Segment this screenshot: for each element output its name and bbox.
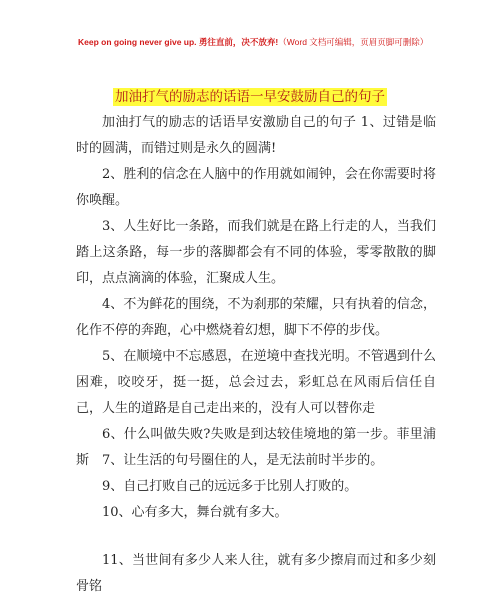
paragraph-10: 10、心有多大，舞台就有多大。 <box>102 505 288 520</box>
paragraph-3: 3、人生好比一条路，而我们就是在路上行走的人，当我们踏上这条路，每一步的落脚都会有不同的体验，零零散散的脚印，点点滴滴的体验，汇聚成人生。 <box>76 219 436 286</box>
paragraph-2: 2、胜利的信念在人脑中的作用就如闹钟，会在你需要时将你唤醒。 <box>76 167 436 208</box>
header-english-motto: Keep on going never give up. <box>78 37 197 47</box>
document-header <box>78 36 498 48</box>
paragraph-11: 11、当世间有多少人来人往，就有多少擦肩而过和多少刻骨铭 <box>76 553 436 594</box>
paragraph-9: 9、自己打败自己的远远多于比别人打败的。 <box>102 479 358 494</box>
paragraph-5: 5、在顺境中不忘感恩，在逆境中查找光明。不管遇到什么困难，咬咬牙，挺一挺，总会过去，彩虹总在风雨后信任自己，人生的道路是自己走出来的，没有人可以替你走 <box>76 349 436 416</box>
document-title: 加油打气的励志的话语一早安鼓励自己的句子 <box>115 89 385 105</box>
paragraph-7: 7、让生活的句号圈住的人，是无法前时半步的。 <box>102 453 384 468</box>
paragraph-intro: 加油打气的励志的话语早安激励自己的句子 1、过错是临时的圆满，而错过则是永久的圆满! <box>76 115 436 156</box>
paragraph-4: 4、不为鲜花的围绕，不为刹那的荣耀，只有执着的信念，化作不停的奔跑，心中燃烧着幻想，脚下不停的步伐。 <box>76 297 436 338</box>
header-edit-note: （Word 文档可编辑，页眉页脚可删除） <box>278 37 429 47</box>
header-chinese-motto: 勇往直前，决不放弃! <box>198 37 279 47</box>
paragraph-6: 6、什么叫做失败?失败是到达较佳境地的第一步。菲里浦斯 <box>76 427 436 468</box>
document-title-container <box>0 86 500 106</box>
